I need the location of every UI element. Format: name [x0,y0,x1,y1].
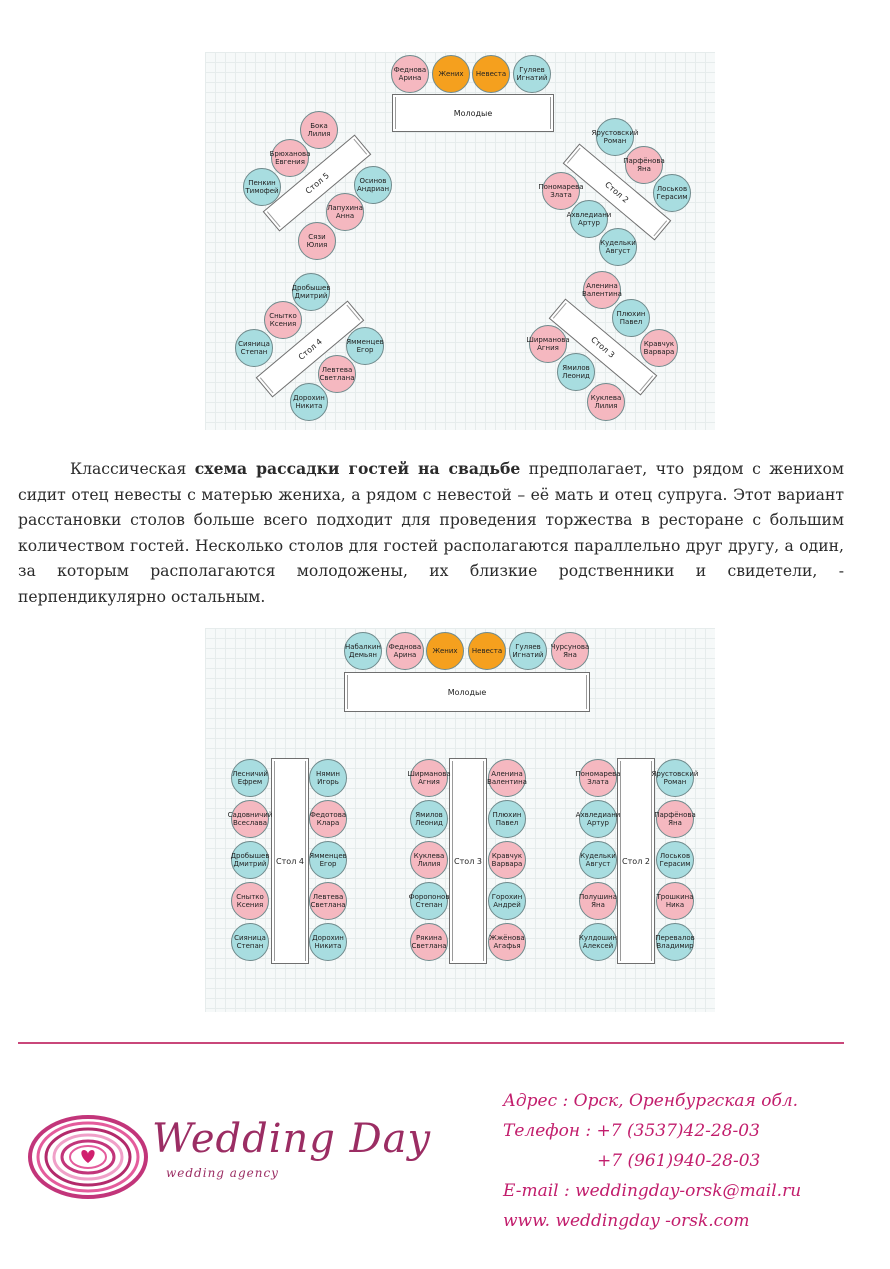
paragraph-lead: Классическая [70,460,195,478]
table-4 [271,758,309,964]
table-label: Стол 2 [603,179,631,205]
guest-seat: Плюхин Павел [488,800,526,838]
website-line: www. weddingday -orsk.com [503,1211,750,1231]
guest-seat: Парфёнова Яна [656,800,694,838]
head-seat-bride: Невеста [472,55,510,93]
table-label: Стол 3 [454,856,482,866]
guest-seat: Ахвледиани Артур [579,800,617,838]
head-seat: Чурсунова Яна [551,632,589,670]
guest-seat: Ширманова Агния [529,325,567,363]
address-line: Адрес : Орск, Оренбургская обл. [503,1091,799,1111]
guest-seat: Кулдошин Алексей [579,923,617,961]
guest-seat: Ямилов Леонид [557,353,595,391]
guest-seat: Трошкина Ника [656,882,694,920]
head-seat-bride: Невеста [468,632,506,670]
seating-diagram-angled [205,52,715,430]
guest-seat: Садовничий Всеслава [231,800,269,838]
guest-seat: Ярустовский Роман [656,759,694,797]
guest-seat: Осинов Андриан [354,166,392,204]
head-seat-groom: Жених [432,55,470,93]
table-2 [617,758,655,964]
footer-divider [18,1042,844,1044]
guest-seat: Куклева Лилия [587,383,625,421]
head-table [344,672,590,712]
guest-seat: Аленина Валентина [583,271,621,309]
head-seat: Феднова Арина [386,632,424,670]
guest-seat: Дорохин Никита [290,383,328,421]
guest-seat: Полушина Яна [579,882,617,920]
table-label: Стол 5 [303,170,331,196]
head-seat-groom: Жених [426,632,464,670]
guest-seat: Горохин Андрей [488,882,526,920]
guest-seat: Нямин Игорь [309,759,347,797]
head-table-label: Молодые [453,108,493,118]
guest-seat: Кудельки Август [579,841,617,879]
guest-seat: Куклева Лилия [410,841,448,879]
guest-seat: Плюхин Павел [612,299,650,337]
head-table [392,94,554,132]
table-label: Стол 2 [622,856,650,866]
guest-seat: Парфёнова Яна [625,146,663,184]
guest-seat: Кудельки Август [599,228,637,266]
guest-seat: Рякина Светлана [410,923,448,961]
paragraph-bold: схема рассадки гостей на свадьбе [194,459,521,478]
guest-seat: Бока Лилия [300,111,338,149]
guest-seat: Ахвледиани Артур [570,200,608,238]
guest-seat: Снытко Ксения [231,882,269,920]
guest-seat: Левтева Светлана [318,355,356,393]
paragraph-rest: предполагает, что рядом с женихом сидит отец невесты с матерью жениха, а рядом с невестой – её мать и отец супруга. Этот вариант расстановки столов больше всего подходит для проведения торжества в ресторане с большим количеством гостей. Несколько столов для гостей располагаются параллельно друг другу, а один, за которым располагаются молодожены, их близкие родственники и свидетели, - перпендикулярно остальным. [18,460,844,606]
guest-seat: Ямменцев Егор [346,327,384,365]
guest-seat: Жжёнова Агафья [488,923,526,961]
guest-seat: Лоськов Герасим [653,174,691,212]
guest-seat: Дробышев Дмитрий [292,273,330,311]
guest-seat: Снытко Ксения [264,301,302,339]
phone-line-1: Телефон : +7 (3537)42-28-03 [503,1121,760,1141]
seating-diagram-parallel [205,628,715,1012]
phone-line-2: +7 (961)940-28-03 [597,1151,761,1171]
guest-seat: Федотова Клара [309,800,347,838]
logo-title: Wedding Day [152,1116,432,1162]
table-label: Стол 4 [296,336,324,362]
logo-subtitle: wedding agency [166,1166,279,1180]
head-seat: Гуляев Игнатий [513,55,551,93]
guest-seat: Форопонов Степан [410,882,448,920]
head-seat: Набалкин Демьян [344,632,382,670]
guest-seat: Сияница Степан [231,923,269,961]
table-label: Стол 3 [589,334,617,360]
guest-seat: Ширманова Агния [410,759,448,797]
guest-seat: Лоськов Герасим [656,841,694,879]
guest-seat: Ярустовский Роман [596,118,634,156]
head-seat: Феднова Арина [391,55,429,93]
guest-seat: Сияница Степан [235,329,273,367]
table-label: Стол 4 [276,856,304,866]
guest-seat: Дорохин Никита [309,923,347,961]
head-table-label: Молодые [447,687,487,697]
table-3 [449,758,487,964]
guest-seat: Ямменцев Егор [309,841,347,879]
guest-seat: Пенкин Тимофей [243,168,281,206]
body-paragraph [18,456,844,611]
rings-logo-icon [26,1112,150,1202]
head-seat: Гуляев Игнатий [509,632,547,670]
guest-seat: Кравчук Варвара [640,329,678,367]
guest-seat: Пономарева Злата [579,759,617,797]
guest-seat: Перевалов Владимир [656,923,694,961]
guest-seat: Аленина Валентина [488,759,526,797]
guest-seat: Левтева Светлана [309,882,347,920]
guest-seat: Ямилов Леонид [410,800,448,838]
guest-seat: Кравчук Варвара [488,841,526,879]
guest-seat: Сязи Юлия [298,222,336,260]
contact-block [503,1086,801,1236]
guest-seat: Брюханова Евгения [271,139,309,177]
email-line: E-mail : weddingday-orsk@mail.ru [503,1181,802,1201]
guest-seat: Дробышев Дмитрий [231,841,269,879]
guest-seat: Лесничий Ефрем [231,759,269,797]
guest-seat: Лапухина Анна [326,193,364,231]
guest-seat: Пономарева Злата [542,172,580,210]
